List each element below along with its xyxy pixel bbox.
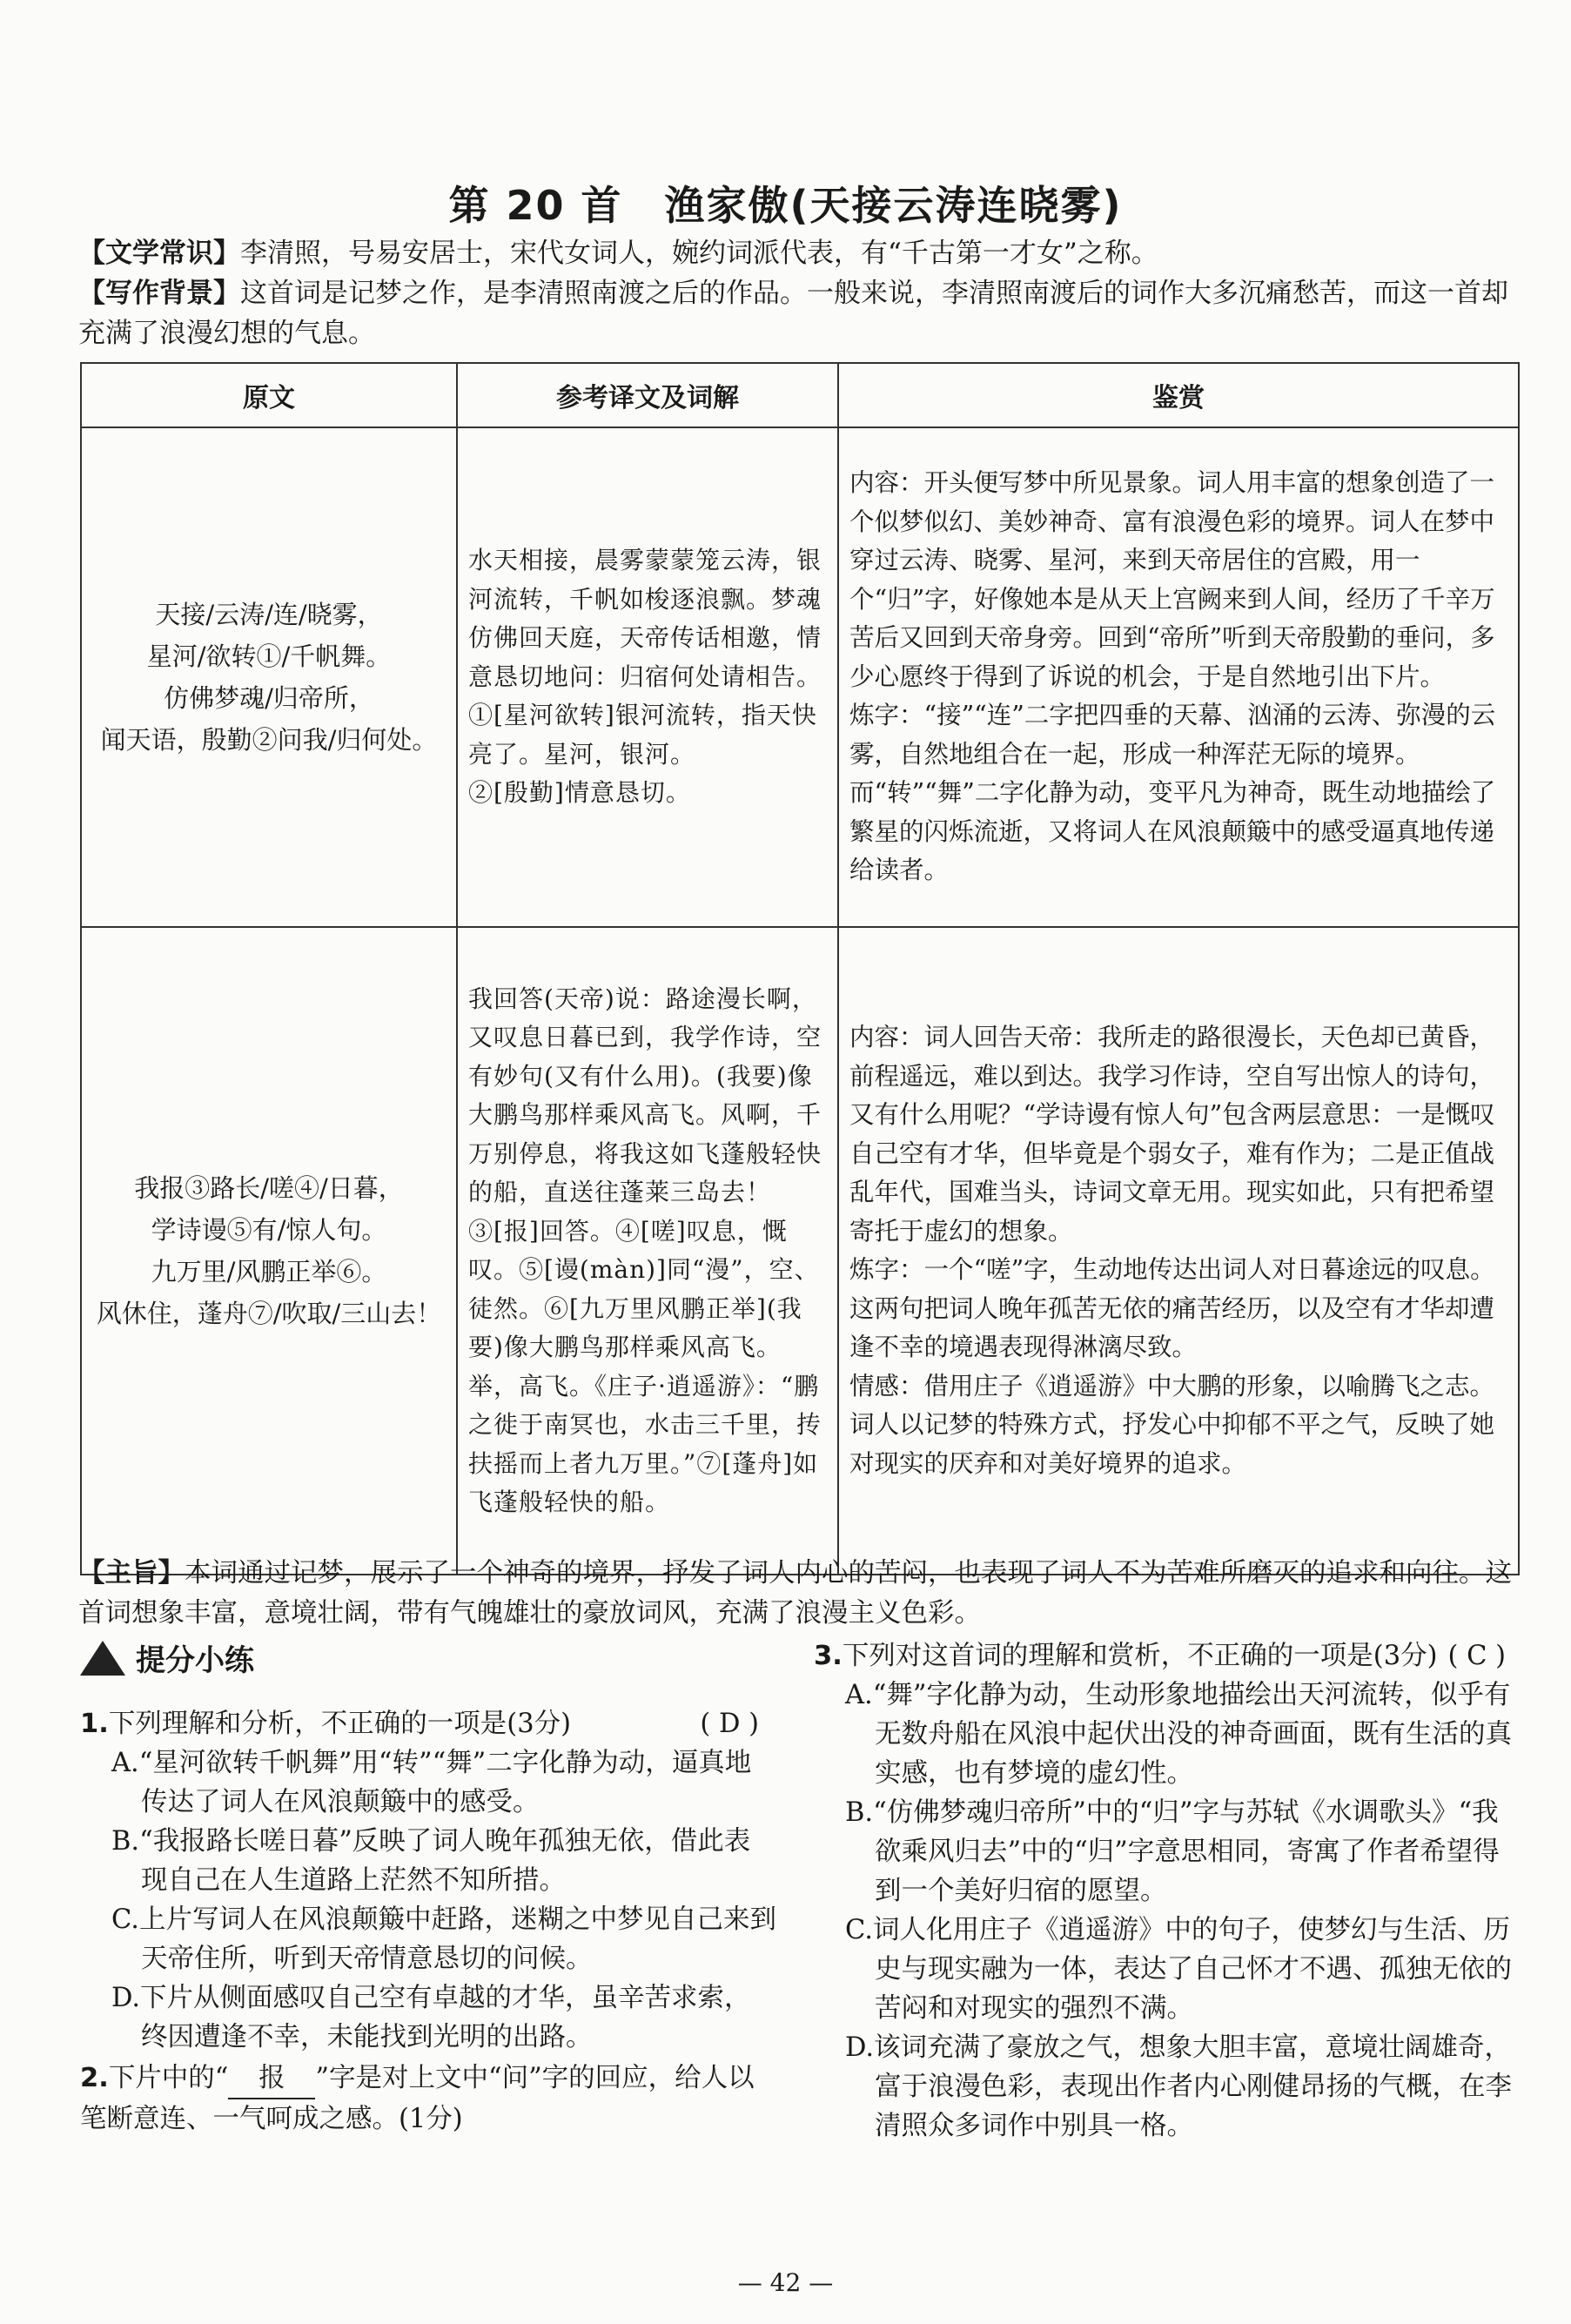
translation-text: 水天相接，晨雾蒙蒙笼云涛，银河流转，千帆如梭逐浪飘。梦魂仿佛回天庭，天帝传话相邀，情意恳切地问：归宿何处请相告。 ①[星河欲转]银河流转，指天快亮了。星河，银河。 ②[殷勤]情意恳切。	[468, 546, 822, 808]
poem-line: 学诗谩⑤有/惊人句。	[151, 1215, 387, 1245]
header-original: 原文	[81, 363, 457, 427]
gist-text: 本词通过记梦，展示了一个神奇的境界，抒发了词人内心的苦闷，也表现了词人不为苦难所磨灭的追求和向往。这首词想象丰富，意境壮阔，带有气魄雄壮的豪放词风，充满了浪漫主义色彩。	[78, 1558, 1512, 1629]
option-a: A.“舞”字化静为动，生动形象地描绘出天河流转，似乎有无数舟船在风浪中起伏出没的神奇画面，既有生活的真实感，也有梦境的虚幻性。	[845, 1680, 1512, 1789]
question-stem-before: 下片中的“	[108, 2063, 229, 2093]
intro-section	[78, 233, 1514, 353]
question-2	[80, 2059, 776, 2139]
appreciation-text: 内容：词人回告天帝：我所走的路很漫长，天色却已黄昏，前程遥远，难以到达。我学习作诗，空自写出惊人的诗句，又有什么用呢？“学诗谩有惊人句”包含两层意思：一是慨叹自己空有才华，但毕竟是个弱女子，难有作为；二是正值战乱年代，国难当头，诗词文章无用。现实如此，只有把希望寄托于虚幻的想象。 炼字：一个“嗟”字，生动地传达出词人对日暮途远的叹息。这两句把词人晚年孤苦无依的痛苦经历，以及空有才华却遭逢不幸的境遇表现得淋漓尽致。 情感：借用庄子《逍遥游》中大鹏的形象，以喻腾飞之志。词人以记梦的特殊方式，抒发心中抑郁不平之气，反映了她对现实的厌弃和对美好境界的追求。	[849, 1023, 1495, 1478]
answer-slot: ( C )	[1447, 1641, 1506, 1671]
original-text-2	[81, 927, 457, 1575]
poem-line: 风休住，蓬舟⑦/吹取/三山去！	[96, 1299, 442, 1328]
question-stem-after: ”字是对上文中“问”字的回应，给人以笔断意连、一气呵成之感。(1分)	[80, 2063, 755, 2134]
practice-left-column	[80, 1704, 776, 2140]
appreciation-1	[838, 427, 1519, 927]
poem-line: 我报③路长/嗟④/日暮，	[134, 1173, 404, 1203]
poem-line: 仿佛梦魂/归帝所，	[164, 683, 374, 713]
original-text-1	[81, 427, 457, 927]
option-b: B.“我报路长嗟日暮”反映了词人晚年孤独无依，借此表现自己在人生道路上茫然不知所措。	[111, 1826, 751, 1896]
practice-heading	[80, 1636, 254, 1679]
practice-heading-text: 提分小练	[136, 1643, 254, 1678]
question-number: 1.	[80, 1709, 109, 1739]
header-appreciation: 鉴赏	[838, 363, 1519, 427]
question-stem: 下列理解和分析，不正确的一项是(3分)	[108, 1709, 572, 1739]
table-header-row	[81, 363, 1519, 427]
pyramid-icon	[80, 1641, 125, 1676]
gist-section	[78, 1554, 1523, 1634]
translation-1	[457, 427, 838, 927]
question-number: 3.	[814, 1641, 843, 1671]
fill-blank-answer: 报	[228, 2059, 315, 2099]
answer-slot: ( D )	[700, 1709, 759, 1739]
background-label: 【写作背景】	[78, 278, 240, 309]
option-c: C.上片写词人在风浪颠簸中赶路，迷糊之中梦见自己来到天帝住所，听到天帝情意恳切的问候。	[111, 1904, 776, 1974]
question-number: 2.	[80, 2063, 109, 2093]
question-stem: 下列对这首词的理解和赏析，不正确的一项是(3分)	[842, 1641, 1438, 1671]
header-translation: 参考译文及词解	[457, 363, 838, 427]
page-title: 第 20 首 渔家傲(天接云涛连晓雾)	[448, 182, 1123, 229]
poem-table	[80, 362, 1520, 1575]
option-b: B.“仿佛梦魂归帝所”中的“归”字与苏轼《水调歌头》“我欲乘风归去”中的“归”字意思相同，寄寓了作者希望得到一个美好归宿的愿望。	[845, 1797, 1500, 1906]
poem-line: 星河/欲转①/千帆舞。	[146, 641, 392, 671]
literary-label: 【文学常识】	[78, 238, 240, 269]
translation-2	[457, 927, 838, 1575]
background-text: 这首词是记梦之作，是李清照南渡之后的作品。一般来说，李清照南渡后的词作大多沉痛愁苦，而这一首却充满了浪漫幻想的气息。	[78, 278, 1508, 349]
question-3	[814, 1636, 1523, 2146]
appreciation-2	[838, 927, 1519, 1575]
page-number: — 42 —	[737, 2268, 834, 2297]
option-a: A.“星河欲转千帆舞”用“转”“舞”二字化静为动，逼真地传达了词人在风浪颠簸中的感受。	[111, 1748, 752, 1817]
translation-text: 我回答(天帝)说：路途漫长啊，又叹息日暮已到，我学作诗，空有妙句(又有什么用)。(我要)像大鹏鸟那样乘风高飞。风啊，千万别停息，将我这如飞蓬般轻快的船，直送往蓬莱三岛去！ ③[报]回答。④[嗟]叹息，慨叹。⑤[谩(màn)]同“漫”，空、徒然。⑥[九万里风鹏正举](我要)像大鹏鸟那样乘风高飞。举，高飞。《庄子·逍遥游》：“鹏之徙于南冥也，水击三千里，抟扶摇而上者九万里。”⑦[蓬舟]如飞蓬般轻快的船。	[468, 984, 822, 1516]
poem-line: 九万里/风鹏正举⑥。	[151, 1257, 387, 1286]
table-row	[81, 427, 1519, 927]
poem-line: 闻天语，殷勤②问我/归何处。	[100, 725, 438, 755]
practice-right-column	[814, 1636, 1523, 2147]
table-row	[81, 927, 1519, 1575]
question-1	[80, 1704, 776, 2057]
option-d: D.下片从侧面感叹自己空有卓越的才华，虽辛苦求索，终因遭逢不幸，未能找到光明的出路。	[111, 1983, 751, 2052]
appreciation-text: 内容：开头便写梦中所见景象。词人用丰富的想象创造了一个似梦似幻、美妙神奇、富有浪漫色彩的境界。词人在梦中穿过云涛、晓雾、星河，来到天帝居住的宫殿，用一个“归”字，好像她本是从天上宫阙来到人间，经历了千辛万苦后又回到天帝身旁。回到“帝所”听到天帝殷勤的垂问，多少心愿终于得到了诉说的机会，于是自然地引出下片。 炼字：“接”“连”二字把四垂的天幕、汹涌的云涛、弥漫的云雾，自然地组合在一起，形成一种浑茫无际的境界。而“转”“舞”二字化静为动，变平凡为神奇，既生动地描绘了繁星的闪烁流逝，又将词人在风浪颠簸中的感受逼真地传递给读者。	[849, 468, 1496, 885]
gist-label: 【主旨】	[78, 1558, 185, 1589]
poem-line: 天接/云涛/连/晓雾，	[155, 600, 383, 629]
option-d: D.该词充满了豪放之气，想象大胆丰富，意境壮阔雄奇，富于浪漫色彩，表现出作者内心刚健昂扬的气概，在李清照众多词作中别具一格。	[845, 2032, 1512, 2141]
option-c: C.词人化用庄子《逍遥游》中的句子，使梦幻与生活、历史与现实融为一体，表达了自己怀才不遇、孤独无依的苦闷和对现实的强烈不满。	[845, 1915, 1512, 2024]
literary-text: 李清照，号易安居士，宋代女词人，婉约词派代表，有“千古第一才女”之称。	[240, 238, 1158, 269]
